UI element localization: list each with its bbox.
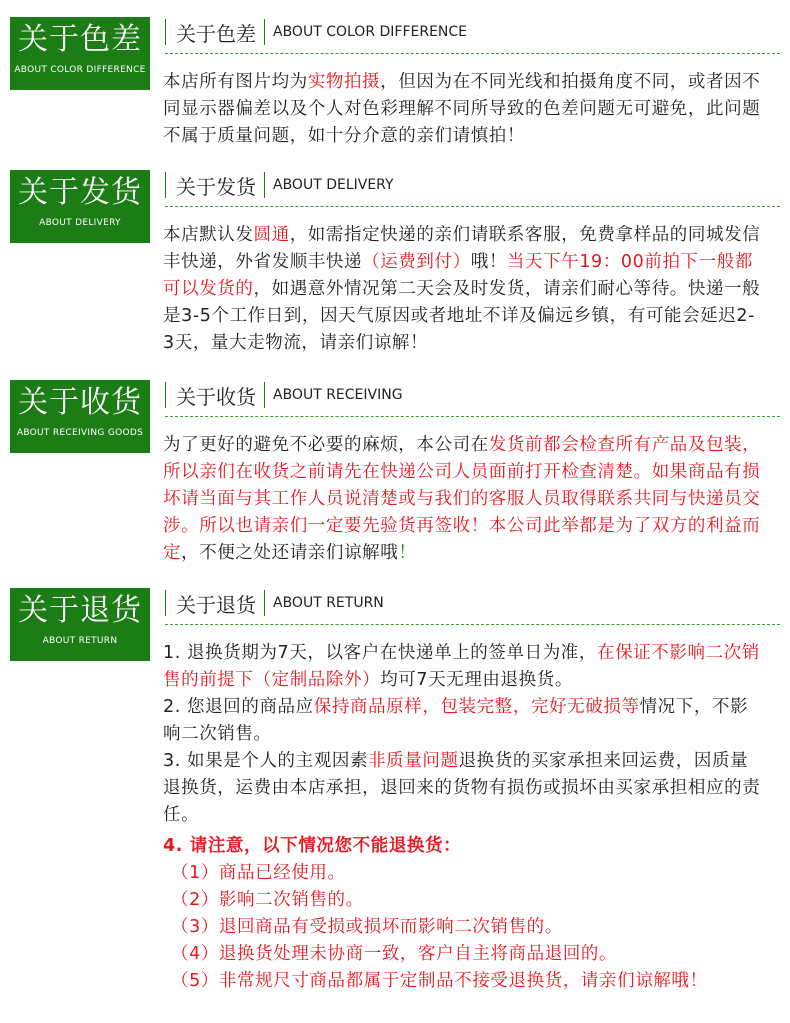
badge-title-en: ABOUT RETURN xyxy=(42,636,118,646)
paragraph xyxy=(163,694,763,748)
text-segment: 在保证不影响二次销售的前提下（定制品除外） xyxy=(163,643,760,690)
text-segment: ，但因为在不同光线和拍摄角度不同，或者因不同显示器偏差以及个人对色彩理解不同所导致的色差问题无可避免，此问题不属于质量问题，如十分介意的亲们请慎拍！ xyxy=(163,72,761,146)
section-body xyxy=(163,69,763,150)
section-heading xyxy=(165,17,467,47)
heading-divider xyxy=(264,19,265,45)
section-heading xyxy=(165,380,403,410)
text-segment: 本店默认发 xyxy=(163,225,254,245)
heading-title-en: ABOUT RECEIVING xyxy=(273,387,403,403)
heading-divider xyxy=(264,590,265,616)
exception-item: （2）影响二次销售的。 xyxy=(171,890,364,910)
text-segment: 圆通 xyxy=(253,225,290,245)
exception-item: （1）商品已经使用。 xyxy=(171,863,346,883)
paragraph xyxy=(163,748,763,829)
section-body xyxy=(163,222,763,357)
text-segment: 本店所有图片均为 xyxy=(163,72,308,92)
exception-item: （4）退换货处理未协商一致，客户自主将商品退回的。 xyxy=(171,944,618,964)
text-segment: 当天下午19：00前拍下一般都可以发货的 xyxy=(163,252,753,299)
text-segment: 1. 退换货期为7天，以客户在快递单上的签单日为准， xyxy=(163,643,597,663)
text-segment: ，如需指定快递的亲们请联系客服，免费拿样品的同城发信丰快递，外省发顺丰快递 xyxy=(163,225,761,272)
heading-title-cn: 关于发货 xyxy=(176,174,256,199)
badge-title-cn: 关于发货 xyxy=(18,175,142,210)
text-segment: ，如遇意外情况第二天会及时发货，请亲们耐心等待。快递一般是3-5个工作日到，因天气原因或者地址不详及偏远乡镇，有可能会延迟2-3天，量大走物流，请亲们谅解！ xyxy=(163,279,761,353)
text-segment: 3. 如果是个人的主观因素 xyxy=(163,751,369,771)
heading-divider xyxy=(165,19,166,45)
exception-item: （5）非常规尺寸商品都属于定制品不接受退换货，请亲们谅解哦！ xyxy=(171,971,708,991)
section-body xyxy=(163,640,763,995)
text-segment: （运费到付） xyxy=(362,252,471,272)
text-segment: 发货前都会检查所有产品及包装，所以亲们在收货之前请先在快递公司人员面前打开检查清楚。如果商品有损坏请当面与其工作人员说清楚或与我们的客服人员取得联系共同与快递员交涉。所以也请亲们一定要先验货再签收！本公司此举都是为了双方的利益而定 xyxy=(163,435,761,563)
text-segment: 退换货的买家承担来回运费，因质量退换货，运费由本店承担，退回来的货物有损伤或损坏由买家承担相应的责任。 xyxy=(163,751,761,825)
dashed-divider xyxy=(165,624,780,625)
paragraph xyxy=(163,222,763,357)
exception-item: （3）退回商品有受损或损坏而影响二次销售的。 xyxy=(171,917,563,937)
badge-title-cn: 关于收货 xyxy=(18,385,142,420)
dashed-divider xyxy=(165,53,780,54)
section-heading xyxy=(165,170,394,200)
paragraph xyxy=(163,432,763,567)
section-badge xyxy=(10,17,150,90)
paragraph xyxy=(163,640,763,694)
section-heading xyxy=(165,588,384,618)
section-badge xyxy=(10,170,150,243)
heading-title-en: ABOUT RETURN xyxy=(273,595,384,611)
text-segment: ，不便之处还请亲们谅解哦 xyxy=(181,543,399,563)
text-segment: 非质量问题 xyxy=(368,751,459,771)
text-segment: 保持商品原样，包装完整，完好无破损等 xyxy=(313,697,640,717)
heading-divider xyxy=(264,172,265,198)
section-badge xyxy=(10,588,150,661)
heading-divider xyxy=(165,590,166,616)
heading-divider xyxy=(264,382,265,408)
warning-heading: 4. 请注意，以下情况您不能退换货： xyxy=(163,836,462,856)
heading-title-cn: 关于退货 xyxy=(176,592,256,617)
heading-title-en: ABOUT COLOR DIFFERENCE xyxy=(273,24,468,40)
paragraph xyxy=(163,69,763,150)
text-segment: ！ xyxy=(398,543,417,563)
text-segment: 均可7天无理由退换货。 xyxy=(380,670,573,690)
heading-title-cn: 关于色差 xyxy=(176,21,256,46)
heading-divider xyxy=(165,172,166,198)
dashed-divider xyxy=(165,206,780,207)
text-segment: 哦！ xyxy=(470,252,507,272)
text-segment: 情况下，不影响二次销售。 xyxy=(163,697,749,744)
badge-title-cn: 关于色差 xyxy=(18,22,142,57)
badge-title-en: ABOUT COLOR DIFFERENCE xyxy=(14,65,146,75)
heading-divider xyxy=(165,382,166,408)
heading-title-en: ABOUT DELIVERY xyxy=(273,177,394,193)
dashed-divider xyxy=(165,416,780,417)
badge-title-en: ABOUT DELIVERY xyxy=(39,218,121,228)
heading-title-cn: 关于收货 xyxy=(176,384,256,409)
badge-title-cn: 关于退货 xyxy=(18,593,142,628)
section-body xyxy=(163,432,763,567)
section-badge xyxy=(10,380,150,453)
text-segment: 实物拍摄 xyxy=(307,72,381,92)
text-segment: 2. 您退回的商品应 xyxy=(163,697,314,717)
text-segment: 为了更好的避免不必要的麻烦，本公司在 xyxy=(163,435,489,455)
badge-title-en: ABOUT RECEIVING GOODS xyxy=(16,428,144,438)
